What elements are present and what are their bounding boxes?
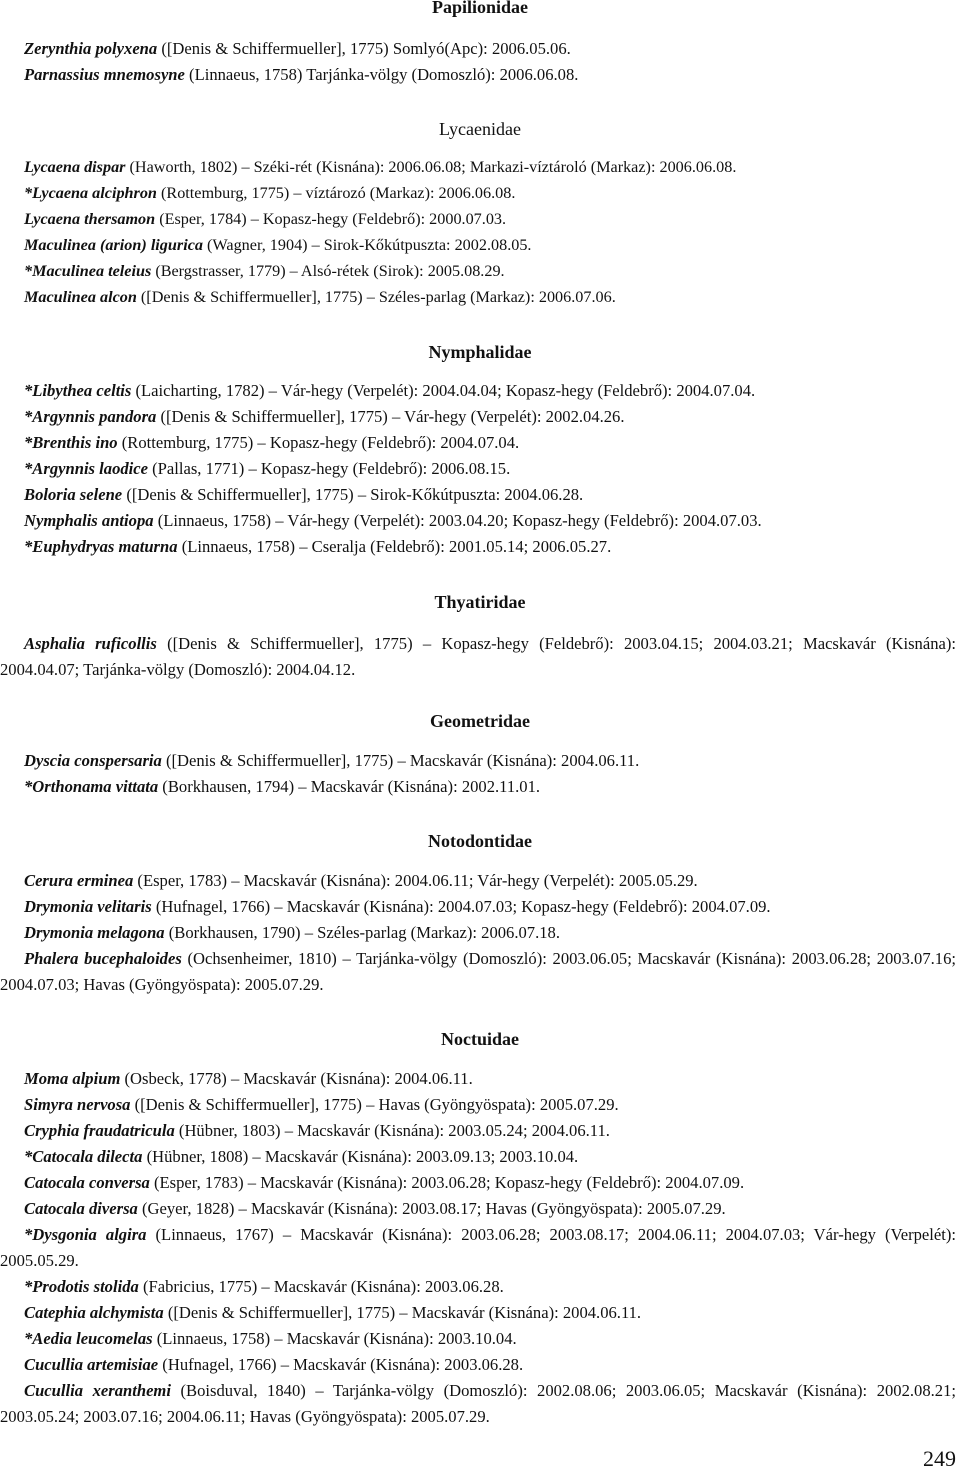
species-name: Simyra nervosa <box>24 1095 131 1114</box>
species-record: (Esper, 1784) – Kopasz-hegy (Feldebrő): 2000.07.03. <box>155 210 507 228</box>
species-entry <box>0 232 956 258</box>
species-name: *Orthonama vittata <box>24 777 159 796</box>
species-entry <box>0 946 956 998</box>
species-entry <box>0 180 956 206</box>
species-name: Maculinea alcon <box>24 288 137 306</box>
page-number: 249 <box>923 1446 956 1471</box>
species-record: (Wagner, 1904) – Sirok-Kőkútpuszta: 2002.08.05. <box>202 236 532 254</box>
species-record: (Rottemburg, 1775) – víztározó (Markaz): 2006.06.08. <box>156 184 516 202</box>
species-record: (Borkhausen, 1790) – Széles-parlag (Markaz): 2006.07.18. <box>164 923 560 942</box>
species-entry <box>0 1144 956 1170</box>
species-record: (Pallas, 1771) – Kopasz-hegy (Feldebrő): 2006.08.15. <box>148 459 511 478</box>
family-heading-lycaenidae: Lycaenidae <box>439 119 521 139</box>
species-name: Dyscia conspersaria <box>24 751 162 770</box>
species-entry <box>0 430 956 456</box>
species-record: (Esper, 1783) – Macskavár (Kisnána): 2004.06.11; Vár-hegy (Verpelét): 2005.05.29. <box>133 871 698 890</box>
species-name: *Argynnis laodice <box>24 459 148 478</box>
species-name: Zerynthia polyxena <box>24 39 158 58</box>
species-name: Moma alpium <box>24 1069 121 1088</box>
species-name: *Maculinea teleius <box>24 262 152 280</box>
species-record: ([Denis & Schiffermueller], 1775) – Sirok-Kőkútpuszta: 2004.06.28. <box>122 485 584 504</box>
species-entry <box>0 1274 956 1300</box>
species-record: (Linnaeus, 1767) – Macskavár (Kisnána): 2003.06.28; 2003.08.17; 2004.06.11; 2004.07.03; Vár-hegy (Verpelét): 2005.05.29. <box>0 1225 956 1270</box>
species-entry <box>0 482 956 508</box>
species-entry <box>0 258 956 284</box>
family-heading-noctuidae: Noctuidae <box>441 1029 519 1049</box>
species-record: (Ochsenheimer, 1810) – Tarjánka-völgy (Domoszló): 2003.06.05; Macskavár (Kisnána): 2003.06.28; 2003.07.16; 2004.07.03; Havas (Gyöngyöspata): 2005.07.29. <box>0 949 956 994</box>
species-name: Boloria selene <box>24 485 123 504</box>
species-record: (Rottemburg, 1775) – Kopasz-hegy (Feldebrő): 2004.07.04. <box>117 433 520 452</box>
species-record: (Linnaeus, 1758) – Vár-hegy (Verpelét): 2003.04.20; Kopasz-hegy (Feldebrő): 2004.07.03. <box>153 511 762 530</box>
species-record: (Boisduval, 1840) – Tarjánka-völgy (Domoszló): 2002.08.06; 2003.06.05; Macskavár (Kisnána): 2002.08.21; 2003.05.24; 2003.07.16; 2004.06.11; Havas (Gyöngyöspata): 2005.07.29. <box>0 1381 956 1426</box>
family-heading-papilionidae: Papilionidae <box>431 0 529 17</box>
species-entry <box>0 920 956 946</box>
species-record: (Linnaeus, 1758) – Cseralja (Feldebrő): 2001.05.14; 2006.05.27. <box>177 537 612 556</box>
species-name: *Prodotis stolida <box>24 1277 139 1296</box>
family-heading-nymphalidae: Nymphalidae <box>428 342 532 362</box>
species-entry <box>0 1118 956 1144</box>
species-entry <box>0 748 956 774</box>
species-entry <box>0 774 956 800</box>
species-name: Cucullia artemisiae <box>24 1355 159 1374</box>
species-entry <box>0 1092 956 1118</box>
family-heading-geometridae: Geometridae <box>430 711 530 731</box>
species-name: *Catocala dilecta <box>24 1147 143 1166</box>
species-record: (Esper, 1783) – Macskavár (Kisnána): 2003.06.28; Kopasz-hegy (Feldebrő): 2004.07.09. <box>149 1173 745 1192</box>
species-record: (Hufnagel, 1766) – Macskavár (Kisnána): 2003.06.28. <box>158 1355 524 1374</box>
species-name: Catocala diversa <box>24 1199 138 1218</box>
family-heading-notodontidae: Notodontidae <box>427 831 532 851</box>
species-record: (Laicharting, 1782) – Vár-hegy (Verpelét): 2004.04.04; Kopasz-hegy (Feldebrő): 2004.07.04. <box>131 381 756 400</box>
species-record: ([Denis & Schiffermueller], 1775) – Macskavár (Kisnána): 2004.06.11. <box>163 1303 642 1322</box>
species-record: ([Denis & Schiffermueller], 1775) – Macskavár (Kisnána): 2004.06.11. <box>161 751 640 770</box>
species-entry <box>0 1222 956 1274</box>
species-record: (Linnaeus, 1758) Tarjánka-völgy (Domoszló): 2006.06.08. <box>184 65 579 84</box>
species-name: Drymonia velitaris <box>24 897 152 916</box>
species-name: Cryphia fraudatricula <box>24 1121 175 1140</box>
species-record: ([Denis & Schiffermueller], 1775) – Vár-hegy (Verpelét): 2002.04.26. <box>156 407 625 426</box>
species-name: Cerura erminea <box>24 871 134 890</box>
species-record: (Hübner, 1808) – Macskavár (Kisnána): 2003.09.13; 2003.10.04. <box>142 1147 579 1166</box>
species-record: (Borkhausen, 1794) – Macskavár (Kisnána): 2002.11.01. <box>158 777 541 796</box>
species-record: (Geyer, 1828) – Macskavár (Kisnána): 2003.08.17; Havas (Gyöngyöspata): 2005.07.29. <box>137 1199 726 1218</box>
species-entry <box>0 534 956 560</box>
species-record: (Fabricius, 1775) – Macskavár (Kisnána): 2003.06.28. <box>138 1277 504 1296</box>
species-record: ([Denis & Schiffermueller], 1775) – Széles-parlag (Markaz): 2006.07.06. <box>136 288 616 306</box>
species-entry <box>0 1352 956 1378</box>
species-record: ([Denis & Schiffermueller], 1775) – Havas (Gyöngyöspata): 2005.07.29. <box>130 1095 619 1114</box>
species-record: ([Denis & Schiffermueller], 1775) – Kopasz-hegy (Feldebrő): 2003.04.15; 2004.03.21; Macskavár (Kisnána): 2004.04.07; Tarjánka-völgy (Domoszló): 2004.04.12. <box>0 634 956 679</box>
species-record: (Osbeck, 1778) – Macskavár (Kisnána): 2004.06.11. <box>120 1069 473 1088</box>
species-entry <box>0 1170 956 1196</box>
species-entry <box>0 1326 956 1352</box>
species-name: Nymphalis antiopa <box>24 511 154 530</box>
species-name: Phalera bucephaloides <box>24 949 182 968</box>
species-name: *Aedia leucomelas <box>24 1329 153 1348</box>
species-record: (Hübner, 1803) – Macskavár (Kisnána): 2003.05.24; 2004.06.11. <box>174 1121 610 1140</box>
species-entry <box>0 1196 956 1222</box>
species-record: (Bergstrasser, 1779) – Alsó-rétek (Sirok): 2005.08.29. <box>151 262 505 280</box>
species-entry <box>0 1066 956 1092</box>
species-entry <box>0 894 956 920</box>
species-entry <box>0 1378 956 1430</box>
species-name: Maculinea (arion) ligurica <box>24 236 203 254</box>
species-name: Lycaena thersamon <box>24 210 156 228</box>
species-entry <box>0 284 956 310</box>
species-entry <box>0 62 956 88</box>
species-name: *Lycaena alciphron <box>24 184 157 202</box>
species-entry <box>0 36 956 62</box>
species-name: Parnassius mnemosyne <box>24 65 185 84</box>
species-name: Cucullia xeranthemi <box>24 1381 171 1400</box>
family-heading-thyatiridae: Thyatiridae <box>434 592 526 612</box>
species-entry <box>0 154 956 180</box>
species-name: Lycaena dispar <box>24 158 126 176</box>
species-name: *Argynnis pandora <box>24 407 157 426</box>
species-entry <box>0 1300 956 1326</box>
species-entry <box>0 456 956 482</box>
species-name: *Libythea celtis <box>24 381 132 400</box>
species-name: *Brenthis ino <box>24 433 118 452</box>
species-record: ([Denis & Schiffermueller], 1775) Somlyó(Apc): 2006.05.06. <box>157 39 571 58</box>
species-record: (Hufnagel, 1766) – Macskavár (Kisnána): 2004.07.03; Kopasz-hegy (Feldebrő): 2004.07.09. <box>151 897 771 916</box>
species-entry <box>0 378 956 404</box>
species-name: *Dysgonia algira <box>24 1225 147 1244</box>
species-name: *Euphydryas maturna <box>24 537 178 556</box>
species-entry <box>0 868 956 894</box>
species-record: (Haworth, 1802) – Széki-rét (Kisnána): 2006.06.08; Markazi-víztároló (Markaz): 2006.06.08. <box>125 158 737 176</box>
species-record: (Linnaeus, 1758) – Macskavár (Kisnána): 2003.10.04. <box>152 1329 517 1348</box>
species-entry <box>0 508 956 534</box>
species-name: Asphalia ruficollis <box>24 634 157 653</box>
species-entry <box>0 631 956 683</box>
species-name: Catephia alchymista <box>24 1303 164 1322</box>
species-entry <box>0 404 956 430</box>
species-name: Drymonia melagona <box>24 923 165 942</box>
species-entry <box>0 206 956 232</box>
species-name: Catocala conversa <box>24 1173 150 1192</box>
